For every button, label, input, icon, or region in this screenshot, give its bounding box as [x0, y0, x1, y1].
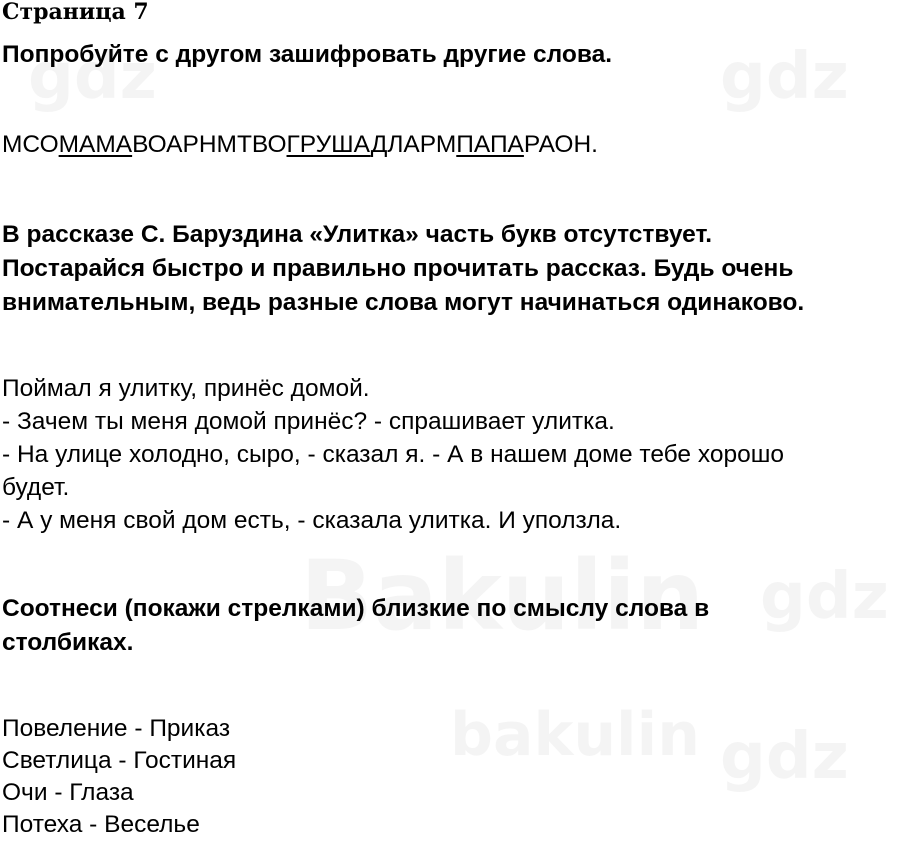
story-line: Поймал я улитку, принёс домой.: [2, 375, 370, 402]
task2-heading-line: В рассказе С. Баруздина «Улитка» часть букв отсутствует.: [2, 221, 713, 248]
page-title: Страница 7: [2, 0, 149, 25]
cipher-segment: ВОАРНМТВО: [132, 131, 287, 158]
watermark-gdz: [720, 720, 849, 794]
watermark-gdz: [720, 40, 849, 114]
story-line: будет.: [2, 474, 70, 501]
cipher-segment: ДЛАРМ: [370, 131, 457, 158]
cipher-hidden-word: МАМА: [58, 131, 133, 158]
word-pair: Потеха - Веселье: [2, 811, 200, 838]
watermark-gdz: [760, 560, 889, 634]
task1-heading: Попробуйте с другом зашифровать другие слова.: [2, 41, 613, 68]
task2-heading-line: Постарайся быстро и правильно прочитать рассказ. Будь очень: [2, 255, 794, 282]
story-line: - А у меня свой дом есть, - сказала улитка. И уползла.: [2, 507, 622, 534]
task2-heading-line: внимательным, ведь разные слова могут начинаться одинаково.: [2, 289, 805, 316]
task3-heading-line: Соотнеси (покажи стрелками) близкие по смыслу слова в: [2, 595, 710, 622]
story-line: - Зачем ты меня домой принёс? - спрашивает улитка.: [2, 408, 615, 435]
cipher-hidden-word: ГРУША: [286, 131, 371, 158]
cipher-hidden-word: ПАПА: [456, 131, 524, 158]
story-text: [2, 372, 784, 537]
word-pair: Очи - Глаза: [2, 779, 134, 806]
cipher-segment: РАОН.: [523, 131, 598, 158]
word-pair: Повеление - Приказ: [2, 715, 231, 742]
task3-heading-line: столбиках.: [2, 629, 134, 656]
story-line: - На улице холодно, сыро, - сказал я. - А в нашем доме тебе хорошо: [2, 441, 784, 468]
cipher-line: [2, 128, 598, 161]
word-pairs-list: [2, 713, 236, 841]
task3-heading: [2, 592, 709, 660]
word-pair: Светлица - Гостиная: [2, 747, 237, 774]
watermark-brand-lower: [450, 700, 700, 770]
cipher-segment: МСО: [2, 131, 59, 158]
task2-heading: [2, 218, 804, 320]
